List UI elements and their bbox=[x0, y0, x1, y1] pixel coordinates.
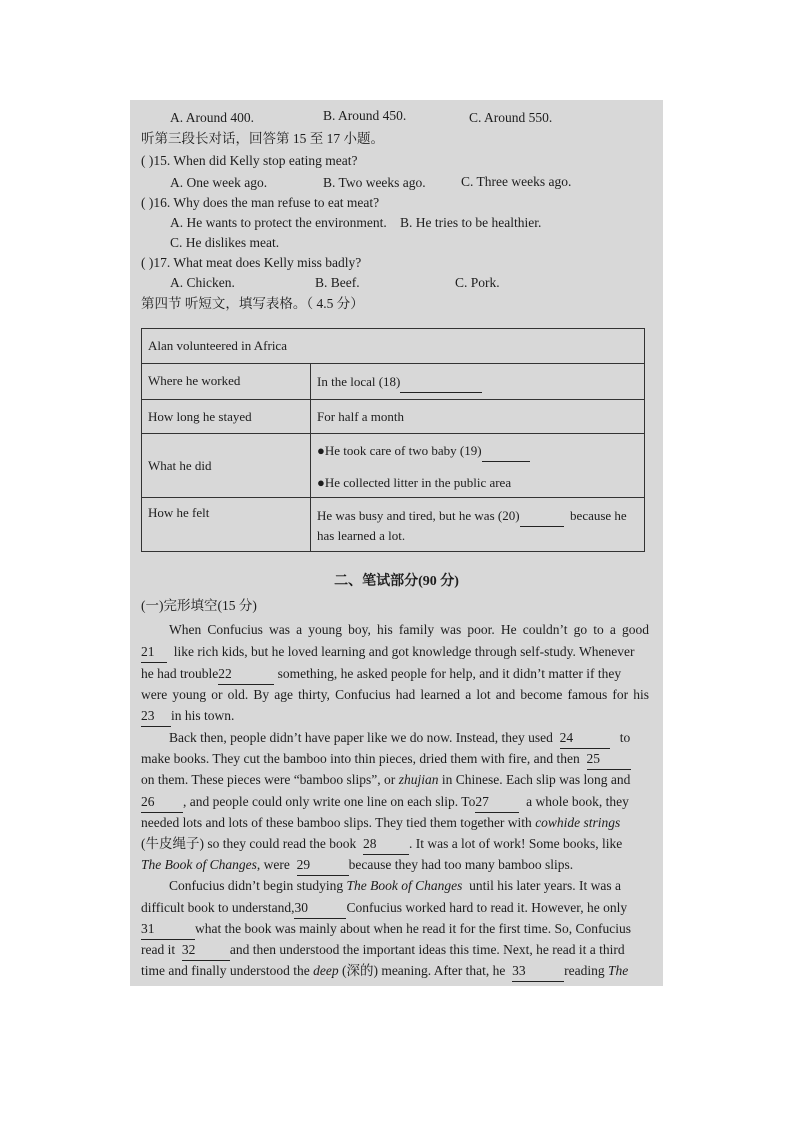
row-label-what: What he did bbox=[148, 458, 212, 473]
q15-option-b: B. Two weeks ago. bbox=[323, 175, 426, 190]
row-content-what-1: ●He took care of two baby (19) bbox=[317, 441, 530, 462]
q15-option-c: C. Three weeks ago. bbox=[461, 174, 572, 189]
p3-line-2: difficult book to understand,30 Confucius worked hard to read it. However, he only bbox=[141, 897, 649, 919]
blank-31[interactable]: 31 bbox=[141, 918, 195, 940]
p3-line-4: read it 32 and then understood the important ideas this time. Next, he read it a third bbox=[141, 939, 649, 961]
part4-instruction: 第四节 听短文，填写表格。（ 4.5 分） bbox=[141, 296, 364, 311]
q14-option-a: A. Around 400. bbox=[170, 110, 254, 125]
q16-option-b: B. He tries to be healthier. bbox=[400, 215, 542, 230]
q17-option-c: C. Pork. bbox=[455, 275, 500, 290]
row-content-what-2: ●He collected litter in the public area bbox=[317, 475, 512, 490]
p3-line-1: Confucius didn’t begin studying The Book of Changes until his later years. It was a bbox=[169, 878, 621, 893]
blank-25[interactable]: 25 bbox=[587, 748, 631, 770]
blank-23[interactable]: 23 bbox=[141, 705, 171, 727]
q17-option-b: B. Beef. bbox=[315, 275, 360, 290]
part3-instruction: 听第三段长对话，回答第 15 至 17 小题。 bbox=[141, 131, 384, 146]
row-label-felt: How he felt bbox=[148, 505, 210, 520]
p2-line-1: Back then, people didn’t have paper like we do now. Instead, they used 24 to bbox=[141, 727, 649, 749]
p3-line-5: time and finally understood the deep (深的) meaning. After that, he 33 reading The bbox=[141, 960, 649, 982]
p1-line-2: 21 like rich kids, but he loved learning and got knowledge through self-study. Whenever bbox=[141, 641, 649, 663]
row-content-how-long: For half a month bbox=[317, 409, 405, 424]
row-label-how-long: How long he stayed bbox=[148, 409, 252, 424]
blank-18[interactable] bbox=[400, 372, 482, 393]
q14-option-c: C. Around 550. bbox=[469, 110, 553, 125]
p2-line-2: make books. They cut the bamboo into thin pieces, dried them with fire, and then 25 bbox=[141, 748, 649, 770]
blank-26[interactable]: 26 bbox=[141, 791, 183, 813]
answer-table bbox=[141, 328, 645, 552]
blank-20[interactable] bbox=[520, 506, 564, 527]
p2-line-5: needed lots and lots of these bamboo slips. They tied them together with cowhide strings bbox=[141, 815, 621, 830]
blank-33[interactable]: 33 bbox=[512, 960, 564, 982]
p1-line-1: When Confucius was a young boy, his family was poor. He couldn’t go to a good bbox=[169, 622, 649, 637]
p2-line-3: on them. These pieces were “bamboo slips”, or zhujian in Chinese. Each slip was long and bbox=[141, 772, 631, 787]
row-content-where: In the local (18) bbox=[317, 372, 482, 393]
p1-line-3: he had trouble22 something, he asked people for help, and it didn’t matter if they bbox=[141, 663, 649, 685]
q15-prompt: ( )15. When did Kelly stop eating meat? bbox=[141, 153, 358, 168]
blank-28[interactable]: 28 bbox=[363, 833, 409, 855]
blank-27[interactable]: 27 bbox=[475, 791, 519, 813]
p1-line-4: were young or old. By age thirty, Confucius had learned a lot and become famous for his bbox=[141, 687, 649, 702]
blank-19[interactable] bbox=[482, 441, 530, 462]
p2-line-7: The Book of Changes, were 29 because they had too many bamboo slips. bbox=[141, 854, 649, 876]
blank-22[interactable]: 22 bbox=[218, 663, 274, 685]
blank-32[interactable]: 32 bbox=[182, 939, 230, 961]
q17-prompt: ( )17. What meat does Kelly miss badly? bbox=[141, 255, 362, 270]
p1-line-5: 23 in his town. bbox=[141, 705, 649, 727]
blank-21[interactable]: 21 bbox=[141, 641, 167, 663]
table-title: Alan volunteered in Africa bbox=[148, 338, 287, 353]
section-title: 二、笔试部分(90 分) bbox=[334, 574, 459, 589]
p2-line-4: 26 , and people could only write one line on each slip. To27 a whole book, they bbox=[141, 791, 649, 813]
subsection-title: (一)完形填空(15 分) bbox=[141, 598, 257, 613]
row-content-felt-2: has learned a lot. bbox=[317, 528, 406, 543]
exam-paper bbox=[130, 100, 663, 986]
blank-30[interactable]: 30 bbox=[294, 897, 346, 919]
q15-option-a: A. One week ago. bbox=[170, 175, 268, 190]
q14-option-b: B. Around 450. bbox=[323, 108, 407, 123]
q16-prompt: ( )16. Why does the man refuse to eat meat? bbox=[141, 195, 380, 210]
p3-line-3: 31 what the book was mainly about when he read it for the first time. So, Confucius bbox=[141, 918, 649, 940]
row-label-where: Where he worked bbox=[148, 373, 241, 388]
p2-line-6: (牛皮绳子) so they could read the book 28 . It was a lot of work! Some books, like bbox=[141, 833, 649, 855]
blank-29[interactable]: 29 bbox=[297, 854, 349, 876]
blank-24[interactable]: 24 bbox=[560, 727, 610, 749]
q17-option-a: A. Chicken. bbox=[170, 275, 235, 290]
q16-option-a: A. He wants to protect the environment. bbox=[170, 215, 387, 230]
row-content-felt-1: He was busy and tired, but he was (20) because he bbox=[317, 506, 627, 527]
q16-option-c: C. He dislikes meat. bbox=[170, 235, 280, 250]
